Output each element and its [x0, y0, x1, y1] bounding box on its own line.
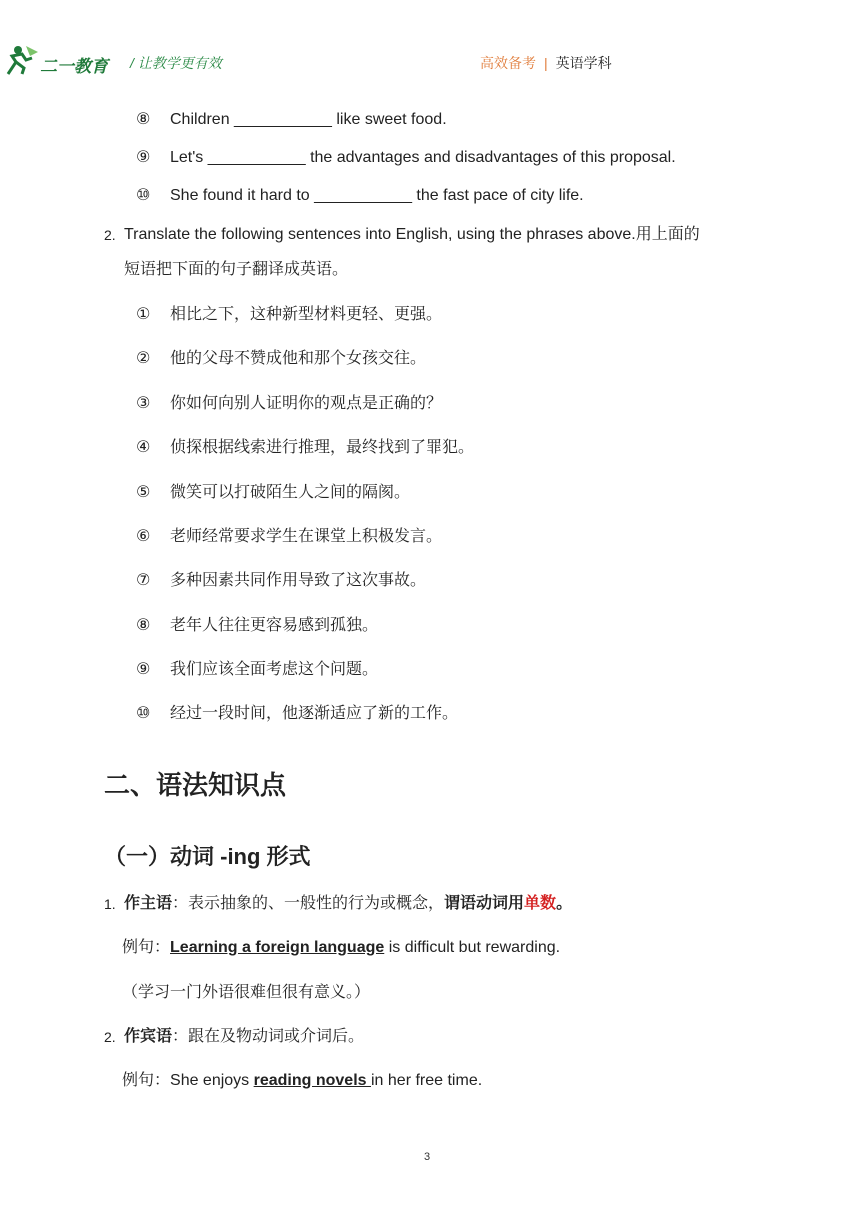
page-number: 3 — [424, 1151, 431, 1163]
grammar-desc: ：表示抽象的、一般性的行为或概念， — [172, 895, 445, 912]
header-separator: | — [544, 55, 548, 71]
translate-item-number: ③ — [136, 395, 151, 412]
translate-item-text: 我们应该全面考虑这个问题。 — [170, 661, 379, 678]
example-underlined: reading novels — [253, 1072, 371, 1089]
translate-item-number: ⑨ — [136, 661, 151, 678]
example-rest: is difficult but rewarding. — [384, 939, 561, 956]
grammar-desc: ：跟在及物动词或介词后。 — [172, 1028, 365, 1045]
example-label: 例句： — [122, 939, 171, 956]
grammar-end: 。 — [556, 895, 573, 912]
logo-text: 二一教育 — [40, 57, 108, 76]
grammar-highlight: 单数 — [524, 895, 557, 912]
grammar-term: 作宾语 — [124, 1028, 173, 1045]
question-number: 2. — [104, 227, 116, 243]
translate-item-number: ① — [136, 306, 151, 323]
fill-item-text: Children ___________ like sweet food. — [170, 111, 447, 128]
translate-item-text: 老师经常要求学生在课堂上积极发言。 — [170, 528, 443, 545]
grammar-point-1 — [124, 894, 572, 914]
header-right — [480, 53, 612, 73]
translate-item-text: 他的父母不赞成他和那个女孩交往。 — [170, 350, 427, 367]
question-line-1: Translate the following sentences into English, using the phrases above.用上面的 — [124, 226, 700, 243]
grammar-point-number: 2. — [104, 1029, 116, 1045]
subsection-title: （一）动词 -ing 形式 — [104, 844, 311, 869]
grammar-bold-tail: 谓语动词用 — [444, 895, 525, 912]
example-underlined: Learning a foreign language — [170, 939, 385, 956]
translate-item-number: ⑥ — [136, 528, 151, 545]
translate-item-text: 多种因素共同作用导致了这次事故。 — [170, 572, 427, 589]
question-line-2: 短语把下面的句子翻译成英语。 — [124, 261, 349, 278]
translate-item-number: ⑤ — [136, 484, 151, 501]
translate-item-text: 老年人往往更容易感到孤独。 — [170, 617, 379, 634]
translate-item-text: 微笑可以打破陌生人之间的隔阂。 — [170, 484, 411, 501]
translate-item-number: ⑧ — [136, 617, 151, 634]
translate-item-text: 侦探根据线索进行推理，最终找到了罪犯。 — [170, 439, 475, 456]
header-tag-b: 英语学科 — [555, 55, 612, 71]
translate-item-number: ⑩ — [136, 705, 151, 722]
slogan: / 让教学更有效 — [130, 55, 222, 71]
page-header — [0, 0, 860, 90]
grammar-example-2 — [122, 1071, 482, 1091]
example-rest: in her free time. — [371, 1072, 483, 1089]
example-pre: She enjoys — [170, 1072, 254, 1089]
fill-item-number: ⑨ — [136, 149, 151, 166]
section-title: 二、语法知识点 — [104, 770, 287, 800]
fill-item-number: ⑧ — [136, 111, 151, 128]
grammar-example-translation: （学习一门外语很难但很有意义。） — [122, 984, 371, 1001]
fill-item-text: She found it hard to ___________ the fast pace of city life. — [170, 187, 584, 204]
fill-item-number: ⑩ — [136, 187, 151, 204]
grammar-example-1 — [122, 938, 560, 958]
grammar-term: 作主语 — [124, 895, 173, 912]
translate-item-number: ④ — [136, 439, 151, 456]
header-tag-a: 高效备考 — [480, 55, 536, 71]
translate-item-number: ⑦ — [136, 572, 151, 589]
translate-item-text: 相比之下，这种新型材料更轻、更强。 — [170, 306, 443, 323]
fill-item-text: Let's ___________ the advantages and disadvantages of this proposal. — [170, 149, 676, 166]
translate-item-text: 你如何向别人证明你的观点是正确的？ — [170, 395, 443, 412]
grammar-point-number: 1. — [104, 896, 116, 912]
grammar-point-2 — [124, 1027, 364, 1047]
translate-item-number: ② — [136, 350, 151, 367]
translate-item-text: 经过一段时间，他逐渐适应了新的工作。 — [170, 705, 459, 722]
example-label: 例句： — [122, 1072, 171, 1089]
